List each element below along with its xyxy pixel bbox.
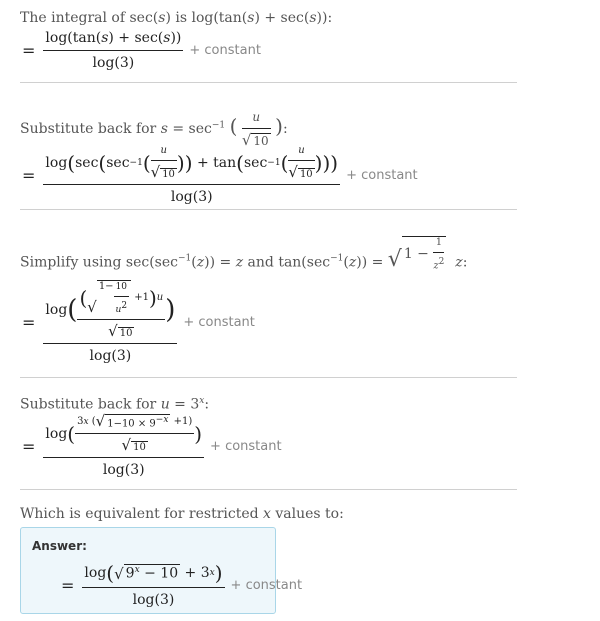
step-3-fraction (43, 280, 177, 364)
constant-term: + constant (230, 578, 303, 593)
step-4-equation (22, 414, 282, 478)
equals-sign: = (22, 312, 36, 332)
constant-term: + constant (346, 167, 418, 183)
answer-equation (61, 563, 302, 608)
step-3-numerator: log ( ( √ 1− $\frac{10}{u2}$ +1 ) u √ 10 ) (45, 281, 176, 340)
equals-sign: = (22, 436, 36, 456)
step-4-intro: Substitute back for $u = 3^x$: (20, 396, 210, 413)
equals-sign: = (61, 576, 75, 595)
answer-fraction (82, 563, 224, 608)
step-1-intro: The integral of sec(s) is log(tan(s) + sec(s)): (20, 10, 333, 26)
step-1-denominator: log(3) (92, 55, 135, 71)
step-4-numerator: log ( 3 x ( √ 1−10 × 9−x +1) √ 10 ) (45, 412, 203, 455)
step-2-intro: Substitute back for $s = \sec^{-1}$ ( u √ 10 ): (20, 110, 288, 149)
step-2-denominator: log(3) (170, 189, 213, 205)
step-4-denominator: log(3) (102, 462, 145, 479)
step-2-fraction (43, 145, 340, 205)
final-intro: Which is equivalent for restricted x values to: (20, 506, 344, 522)
equals-sign: = (22, 165, 36, 185)
step-4-fraction (43, 414, 204, 478)
step-1-fraction (43, 30, 183, 71)
step-1-equation (22, 30, 261, 71)
answer-title: Answer: (32, 539, 87, 553)
step-1-numerator: log(tan( s ) + sec( s )) (45, 30, 182, 46)
answer-denominator: log(3) (132, 592, 175, 608)
separator (20, 209, 517, 210)
separator (20, 489, 517, 490)
constant-term: + constant (189, 43, 261, 58)
step-3-equation (22, 280, 255, 364)
answer-box (20, 527, 303, 614)
answer-numerator: log ( √ $9^x - 10$ + 3 x ) (84, 561, 223, 585)
constant-term: + constant (210, 438, 282, 454)
step-2-numerator: log ( sec ( sec −1 ( u √ 10 )) + tan ( sec −1 ( u √ 10 ))) (45, 145, 339, 181)
step-2-equation (22, 145, 418, 205)
constant-term: + constant (183, 314, 255, 330)
equals-sign: = (22, 41, 36, 60)
separator (20, 377, 517, 378)
step-3-denominator: log(3) (89, 348, 132, 364)
step-3-intro: Simplify using $\sec(\sec^{-1}(z)) = z$ and $\tan(\sec^{-1}(z))$ = √ 1 − $\frac{1}{z2}$ z: (20, 237, 468, 273)
separator (20, 82, 517, 83)
